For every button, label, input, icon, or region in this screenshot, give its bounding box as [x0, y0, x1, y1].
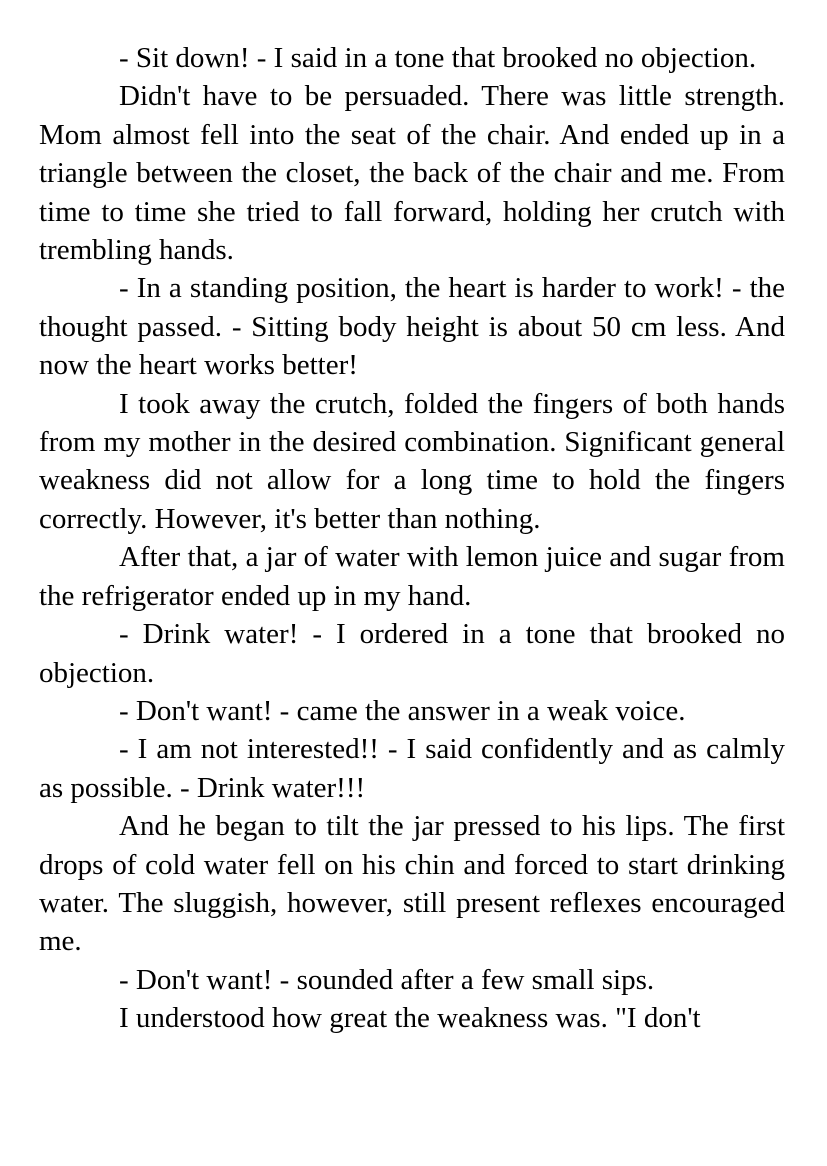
paragraph: - Don't want! - sounded after a few small sips. [119, 963, 655, 996]
paragraph: - In a standing position, the heart is harder to work! - the thought passed. - Sitting body height is about 50 cm less. And now the heart works better! [39, 272, 785, 382]
paragraph: I took away the crutch, folded the fingers of both hands from my mother in the desired combination. Significant general weakness did not allow for a long time to hold the fingers correctly. However, it's better than nothing. [39, 387, 785, 535]
paragraph-last: I understood how great the weakness was. "I don't [119, 1002, 701, 1035]
paragraph: - Drink water! - I ordered in a tone that brooked no objection. [39, 618, 785, 689]
paragraph: After that, a jar of water with lemon juice and sugar from the refrigerator ended up in my hand. [39, 541, 785, 612]
paragraph: - Sit down! - I said in a tone that brooked no objection. [119, 42, 757, 74]
body-text [39, 39, 785, 1038]
paragraph: Didn't have to be persuaded. There was little strength. Mom almost fell into the seat of the chair. And ended up in a triangle between the closet, the back of the chair and me. From time to time she tried to fall forward, holding her crutch with trembling hands. [39, 80, 785, 267]
paragraph: And he began to tilt the jar pressed to his lips. The first drops of cold water fell on his chin and forced to start drinking water. The sluggish, however, still present reflexes encouraged me. [39, 810, 785, 958]
paragraph: - Don't want! - came the answer in a weak voice. [119, 694, 686, 727]
paragraph: - I am not interested!! - I said confidently and as calmly as possible. - Drink water!!! [39, 733, 785, 804]
